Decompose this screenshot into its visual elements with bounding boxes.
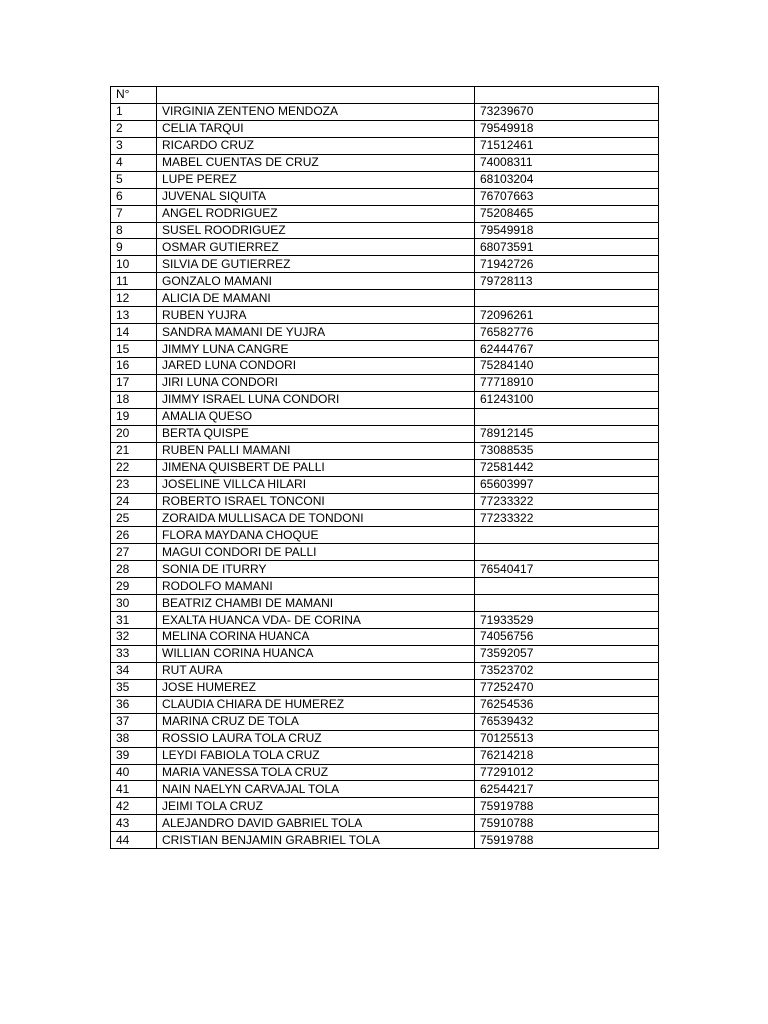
table-row — [111, 154, 659, 171]
row-number: 13 — [111, 307, 157, 324]
row-name: MELINA CORINA HUANCA — [157, 629, 475, 646]
table-row — [111, 510, 659, 527]
row-name: MARINA CRUZ DE TOLA — [157, 713, 475, 730]
row-phone: 62444767 — [475, 341, 659, 358]
row-phone: 76539432 — [475, 713, 659, 730]
row-number: 31 — [111, 612, 157, 629]
row-number: 38 — [111, 730, 157, 747]
row-number: 19 — [111, 408, 157, 425]
table-row — [111, 612, 659, 629]
row-phone: 73523702 — [475, 662, 659, 679]
row-phone: 77233322 — [475, 510, 659, 527]
table-row — [111, 103, 659, 120]
row-number: 34 — [111, 662, 157, 679]
table-row — [111, 747, 659, 764]
row-number: 24 — [111, 493, 157, 510]
header-name — [157, 87, 475, 104]
row-name: RUT AURA — [157, 662, 475, 679]
row-name: ALEJANDRO DAVID GABRIEL TOLA — [157, 815, 475, 832]
row-number: 39 — [111, 747, 157, 764]
row-number: 27 — [111, 544, 157, 561]
row-phone: 77233322 — [475, 493, 659, 510]
row-name: WILLIAN CORINA HUANCA — [157, 645, 475, 662]
row-phone: 71942726 — [475, 256, 659, 273]
row-number: 6 — [111, 188, 157, 205]
row-phone: 73088535 — [475, 442, 659, 459]
table-row — [111, 476, 659, 493]
row-number: 2 — [111, 120, 157, 137]
row-name: LEYDI FABIOLA TOLA CRUZ — [157, 747, 475, 764]
row-phone: 70125513 — [475, 730, 659, 747]
row-number: 37 — [111, 713, 157, 730]
row-phone: 77252470 — [475, 679, 659, 696]
row-name: JOSELINE VILLCA HILARI — [157, 476, 475, 493]
row-phone: 61243100 — [475, 391, 659, 408]
row-number: 10 — [111, 256, 157, 273]
table-row — [111, 662, 659, 679]
table-row — [111, 459, 659, 476]
row-number: 29 — [111, 578, 157, 595]
row-name: JIRI LUNA CONDORI — [157, 374, 475, 391]
table-row — [111, 408, 659, 425]
row-number: 42 — [111, 798, 157, 815]
header-phone — [475, 87, 659, 104]
contact-table — [110, 86, 659, 849]
row-phone: 72581442 — [475, 459, 659, 476]
row-number: 41 — [111, 781, 157, 798]
row-number: 16 — [111, 358, 157, 375]
row-number: 36 — [111, 696, 157, 713]
row-number: 32 — [111, 629, 157, 646]
row-phone: 68073591 — [475, 239, 659, 256]
row-number: 35 — [111, 679, 157, 696]
table-row — [111, 629, 659, 646]
row-phone — [475, 578, 659, 595]
row-number: 7 — [111, 205, 157, 222]
table-row — [111, 679, 659, 696]
row-phone: 74008311 — [475, 154, 659, 171]
row-name: CLAUDIA CHIARA DE HUMEREZ — [157, 696, 475, 713]
row-phone: 73592057 — [475, 645, 659, 662]
row-phone: 76582776 — [475, 324, 659, 341]
row-phone: 71933529 — [475, 612, 659, 629]
table-row — [111, 290, 659, 307]
table-row — [111, 696, 659, 713]
row-number: 20 — [111, 425, 157, 442]
row-number: 5 — [111, 171, 157, 188]
row-name: BEATRIZ CHAMBI DE MAMANI — [157, 595, 475, 612]
table-row — [111, 374, 659, 391]
row-name: CELIA TARQUI — [157, 120, 475, 137]
row-name: GONZALO MAMANI — [157, 273, 475, 290]
row-number: 1 — [111, 103, 157, 120]
row-phone: 75919788 — [475, 798, 659, 815]
row-name: BERTA QUISPE — [157, 425, 475, 442]
table-row — [111, 120, 659, 137]
row-name: RODOLFO MAMANI — [157, 578, 475, 595]
row-phone — [475, 408, 659, 425]
table-row — [111, 188, 659, 205]
table-row — [111, 832, 659, 849]
row-name: CRISTIAN BENJAMIN GRABRIEL TOLA — [157, 832, 475, 849]
table-row — [111, 595, 659, 612]
row-name: JARED LUNA CONDORI — [157, 358, 475, 375]
row-name: JIMMY LUNA CANGRE — [157, 341, 475, 358]
row-name: OSMAR GUTIERREZ — [157, 239, 475, 256]
table-row — [111, 730, 659, 747]
row-name: NAIN NAELYN CARVAJAL TOLA — [157, 781, 475, 798]
row-phone — [475, 527, 659, 544]
row-number: 30 — [111, 595, 157, 612]
row-name: VIRGINIA ZENTENO MENDOZA — [157, 103, 475, 120]
table-row — [111, 391, 659, 408]
row-phone: 79549918 — [475, 120, 659, 137]
row-number: 43 — [111, 815, 157, 832]
row-phone — [475, 290, 659, 307]
row-phone: 76707663 — [475, 188, 659, 205]
table-row — [111, 324, 659, 341]
row-number: 18 — [111, 391, 157, 408]
table-row — [111, 171, 659, 188]
row-name: MAGUI CONDORI DE PALLI — [157, 544, 475, 561]
table-row — [111, 341, 659, 358]
row-name: JOSE HUMEREZ — [157, 679, 475, 696]
row-phone: 78912145 — [475, 425, 659, 442]
table-row — [111, 544, 659, 561]
table-row — [111, 239, 659, 256]
row-phone: 79549918 — [475, 222, 659, 239]
table-row — [111, 256, 659, 273]
row-name: RUBEN PALLI MAMANI — [157, 442, 475, 459]
table-row — [111, 561, 659, 578]
row-name: JIMMY ISRAEL LUNA CONDORI — [157, 391, 475, 408]
row-name: JUVENAL SIQUITA — [157, 188, 475, 205]
row-number: 3 — [111, 137, 157, 154]
row-name: ROBERTO ISRAEL TONCONI — [157, 493, 475, 510]
row-phone — [475, 595, 659, 612]
row-name: ANGEL RODRIGUEZ — [157, 205, 475, 222]
table-row — [111, 798, 659, 815]
row-name: JEIMI TOLA CRUZ — [157, 798, 475, 815]
row-name: MARIA VANESSA TOLA CRUZ — [157, 764, 475, 781]
row-name: ALICIA DE MAMANI — [157, 290, 475, 307]
row-name: LUPE PEREZ — [157, 171, 475, 188]
row-number: 28 — [111, 561, 157, 578]
row-name: FLORA MAYDANA CHOQUE — [157, 527, 475, 544]
table-row — [111, 527, 659, 544]
row-name: SUSEL ROODRIGUEZ — [157, 222, 475, 239]
row-phone: 62544217 — [475, 781, 659, 798]
row-number: 4 — [111, 154, 157, 171]
row-phone: 68103204 — [475, 171, 659, 188]
row-number: 11 — [111, 273, 157, 290]
row-number: 15 — [111, 341, 157, 358]
table-row — [111, 222, 659, 239]
table-row — [111, 358, 659, 375]
row-number: 17 — [111, 374, 157, 391]
row-phone: 77718910 — [475, 374, 659, 391]
row-number: 22 — [111, 459, 157, 476]
row-phone: 72096261 — [475, 307, 659, 324]
row-phone: 73239670 — [475, 103, 659, 120]
row-number: 44 — [111, 832, 157, 849]
row-name: SILVIA DE GUTIERREZ — [157, 256, 475, 273]
row-name: MABEL CUENTAS DE CRUZ — [157, 154, 475, 171]
row-number: 26 — [111, 527, 157, 544]
row-number: 9 — [111, 239, 157, 256]
row-name: SONIA DE ITURRY — [157, 561, 475, 578]
row-name: ZORAIDA MULLISACA DE TONDONI — [157, 510, 475, 527]
row-name: RUBEN YUJRA — [157, 307, 475, 324]
table-header-row — [111, 87, 659, 104]
row-name: RICARDO CRUZ — [157, 137, 475, 154]
row-phone: 75919788 — [475, 832, 659, 849]
table-row — [111, 781, 659, 798]
table-row — [111, 713, 659, 730]
table-row — [111, 442, 659, 459]
table-row — [111, 273, 659, 290]
row-name: JIMENA QUISBERT DE PALLI — [157, 459, 475, 476]
row-phone: 74056756 — [475, 629, 659, 646]
row-number: 23 — [111, 476, 157, 493]
row-phone: 76540417 — [475, 561, 659, 578]
row-number: 8 — [111, 222, 157, 239]
row-number: 12 — [111, 290, 157, 307]
row-number: 21 — [111, 442, 157, 459]
contact-table-body — [111, 87, 659, 849]
row-name: AMALIA QUESO — [157, 408, 475, 425]
row-phone: 77291012 — [475, 764, 659, 781]
row-name: ROSSIO LAURA TOLA CRUZ — [157, 730, 475, 747]
row-phone: 75910788 — [475, 815, 659, 832]
table-row — [111, 645, 659, 662]
row-phone — [475, 544, 659, 561]
table-row — [111, 493, 659, 510]
table-row — [111, 137, 659, 154]
row-phone: 75284140 — [475, 358, 659, 375]
row-phone: 71512461 — [475, 137, 659, 154]
table-row — [111, 425, 659, 442]
row-number: 25 — [111, 510, 157, 527]
row-name: EXALTA HUANCA VDA- DE CORINA — [157, 612, 475, 629]
row-phone: 76254536 — [475, 696, 659, 713]
table-row — [111, 205, 659, 222]
row-phone: 65603997 — [475, 476, 659, 493]
row-number: 40 — [111, 764, 157, 781]
header-number: N° — [111, 87, 157, 104]
row-phone: 76214218 — [475, 747, 659, 764]
row-phone: 79728113 — [475, 273, 659, 290]
row-number: 33 — [111, 645, 157, 662]
table-row — [111, 307, 659, 324]
table-row — [111, 764, 659, 781]
row-number: 14 — [111, 324, 157, 341]
row-name: SANDRA MAMANI DE YUJRA — [157, 324, 475, 341]
table-row — [111, 815, 659, 832]
table-row — [111, 578, 659, 595]
row-phone: 75208465 — [475, 205, 659, 222]
